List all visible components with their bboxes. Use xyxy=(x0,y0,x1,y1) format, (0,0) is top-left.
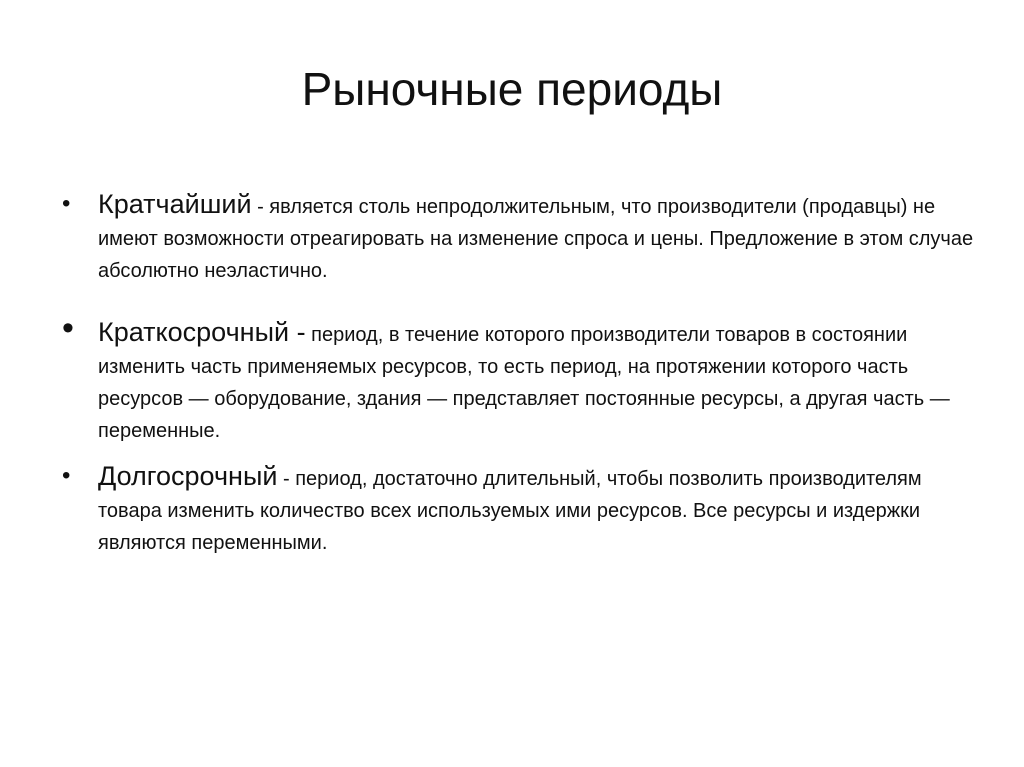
list-item xyxy=(62,309,978,447)
page-title: Рыночные периоды xyxy=(301,63,723,115)
term: Кратчайший xyxy=(98,189,252,219)
bullet-icon: • xyxy=(62,462,71,489)
definition: - период, достаточно длительный, чтобы позволить производителям товара изменить количество всех используемых ими ресурсов. Все ресурсы и издержки являются переменными. xyxy=(98,468,922,554)
definition: период, в течение которого производители товаров в состоянии изменить часть применяемых ресурсов, то есть период, на протяжении которого часть ресурсов — оборудование, здания — представляет постоянные ресурсы, а другая часть — переменные. xyxy=(98,324,950,442)
bullet-icon: • xyxy=(62,309,74,347)
list-item xyxy=(62,188,978,287)
term: Краткосрочный - xyxy=(98,317,306,347)
bullet-icon: • xyxy=(62,190,71,217)
definition: - является столь непродолжительным, что производители (продавцы) не имеют возможности отреагировать на изменение спроса и цены. Предложение в этом случае абсолютно неэластично. xyxy=(98,196,974,282)
list-item xyxy=(62,460,978,559)
term: Долгосрочный xyxy=(98,461,278,491)
